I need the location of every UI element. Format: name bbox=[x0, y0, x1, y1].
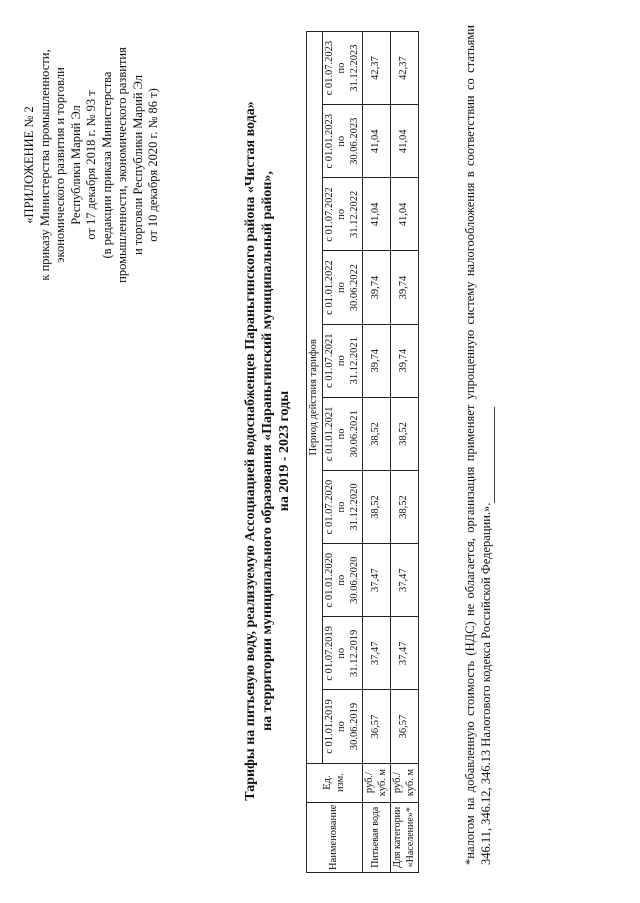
period-cell bbox=[322, 470, 363, 543]
tariff-value: 38,52 bbox=[391, 470, 419, 543]
tariff-value: 37,47 bbox=[363, 617, 391, 690]
tariff-value: 36,57 bbox=[391, 690, 419, 763]
tariff-value: 38,52 bbox=[363, 397, 391, 470]
period-po: по bbox=[336, 208, 347, 220]
period-to: 31.12.2023 bbox=[348, 44, 360, 92]
period-po: по bbox=[336, 501, 347, 513]
period-po: по bbox=[336, 62, 347, 74]
appendix-line: от 10 декабря 2020 г. № 86 т) bbox=[146, 88, 160, 242]
period-from: с 01.01.2022 bbox=[323, 260, 335, 315]
period-to: 31.12.2022 bbox=[348, 190, 360, 239]
tariff-value: 42,37 bbox=[391, 32, 419, 105]
period-from: с 01.07.2020 bbox=[323, 479, 335, 535]
period-to: 30.06.2019 bbox=[348, 702, 360, 751]
period-to: 30.06.2021 bbox=[348, 410, 360, 458]
tariff-value: 39,74 bbox=[391, 251, 419, 324]
column-header-unit: Ед. изм. bbox=[307, 763, 363, 802]
period-from: с 01.07.2019 bbox=[323, 626, 335, 681]
period-cell bbox=[322, 251, 363, 324]
period-po: по bbox=[336, 135, 347, 147]
period-from: с 01.07.2022 bbox=[323, 187, 335, 242]
appendix-line: Республики Марий Эл bbox=[68, 105, 83, 225]
document-title bbox=[242, 21, 293, 881]
period-po: по bbox=[336, 721, 347, 732]
period-cell bbox=[322, 617, 363, 690]
tariff-value: 42,37 bbox=[363, 32, 391, 105]
period-po: по bbox=[336, 355, 347, 367]
appendix-line: «ПРИЛОЖЕНИЕ № 2 bbox=[22, 106, 36, 224]
period-to: 30.06.2020 bbox=[348, 556, 360, 604]
period-from: с 01.01.2023 bbox=[323, 113, 335, 169]
appendix-line: промышленности, экономического развития bbox=[115, 47, 129, 283]
table-row bbox=[363, 32, 391, 873]
period-cell bbox=[322, 105, 363, 178]
row-unit: руб./ куб. м bbox=[391, 763, 419, 802]
tariff-value: 38,52 bbox=[363, 470, 391, 543]
period-from: с 01.01.2020 bbox=[323, 552, 335, 608]
period-from: с 01.07.2021 bbox=[323, 333, 335, 388]
period-from: с 01.01.2021 bbox=[323, 406, 335, 462]
tariff-value: 41,04 bbox=[391, 105, 419, 178]
tariff-table bbox=[306, 31, 419, 873]
title-line: на 2019 - 2023 годы bbox=[277, 390, 292, 512]
period-from: с 01.07.2023 bbox=[323, 40, 335, 96]
period-row bbox=[322, 32, 363, 873]
column-header-name: Наименование bbox=[307, 802, 363, 872]
period-cell bbox=[322, 544, 363, 617]
tariff-value: 41,04 bbox=[363, 178, 391, 251]
period-to: 30.06.2022 bbox=[348, 263, 360, 312]
appendix-line: экономического развития и торговли bbox=[53, 67, 67, 263]
row-name: Для категории «Население»* bbox=[391, 802, 419, 872]
period-from: с 01.01.2019 bbox=[323, 699, 335, 754]
tariff-value: 39,74 bbox=[391, 324, 419, 397]
appendix-line: к приказу Министерства промышленности, bbox=[37, 49, 52, 281]
tariff-value: 37,47 bbox=[391, 544, 419, 617]
footnote: *налогом на добавленную стоимость (НДС) не облагается, организация применяет упрощенную систему налогообложения в соответствии со статьями 346.11, 346.12, 346.13 Налогового кодекса Российской Федерации.». bbox=[463, 25, 493, 865]
period-header: Период действия тарифов bbox=[307, 32, 323, 764]
title-line: Тарифы на питьевую воду, реализуемую Ассоциацией водоснабженцев Параньгинского района «Чистая вода» bbox=[243, 101, 258, 801]
tariff-value: 37,47 bbox=[391, 617, 419, 690]
title-line: на территории муниципального образования «Параньгинский муниципальный район», bbox=[260, 171, 275, 731]
period-to: 31.12.2020 bbox=[348, 483, 360, 531]
appendix-line: и торговли Республики Марий Эл bbox=[130, 74, 145, 256]
period-cell bbox=[322, 397, 363, 470]
period-cell bbox=[322, 324, 363, 397]
period-to: 31.12.2021 bbox=[348, 337, 360, 385]
period-po: по bbox=[336, 282, 347, 293]
table-header-row bbox=[307, 32, 323, 873]
row-name: Питьевая вода bbox=[363, 802, 391, 872]
appendix-header bbox=[22, 5, 162, 325]
tariff-value: 38,52 bbox=[391, 397, 419, 470]
period-po: по bbox=[336, 647, 347, 659]
tariff-value: 36,57 bbox=[363, 690, 391, 763]
tariff-value: 37,47 bbox=[363, 544, 391, 617]
table-row bbox=[391, 32, 419, 873]
period-cell bbox=[322, 178, 363, 251]
period-cell bbox=[322, 32, 363, 105]
tariff-value: 41,04 bbox=[391, 178, 419, 251]
period-po: по bbox=[336, 428, 347, 440]
period-to: 30.06.2023 bbox=[348, 117, 360, 165]
period-cell bbox=[322, 690, 363, 763]
appendix-line: (в редакции приказа Министерства bbox=[99, 71, 114, 259]
closing-rule bbox=[494, 407, 495, 503]
tariff-value: 39,74 bbox=[363, 324, 391, 397]
document-page bbox=[0, 1, 640, 901]
row-unit: руб./ куб. м bbox=[363, 763, 391, 802]
period-to: 31.12.2019 bbox=[348, 629, 360, 677]
period-po: по bbox=[336, 574, 347, 586]
appendix-line: от 17 декабря 2018 г. № 93 т bbox=[84, 90, 98, 240]
tariff-value: 39,74 bbox=[363, 251, 391, 324]
tariff-value: 41,04 bbox=[363, 105, 391, 178]
